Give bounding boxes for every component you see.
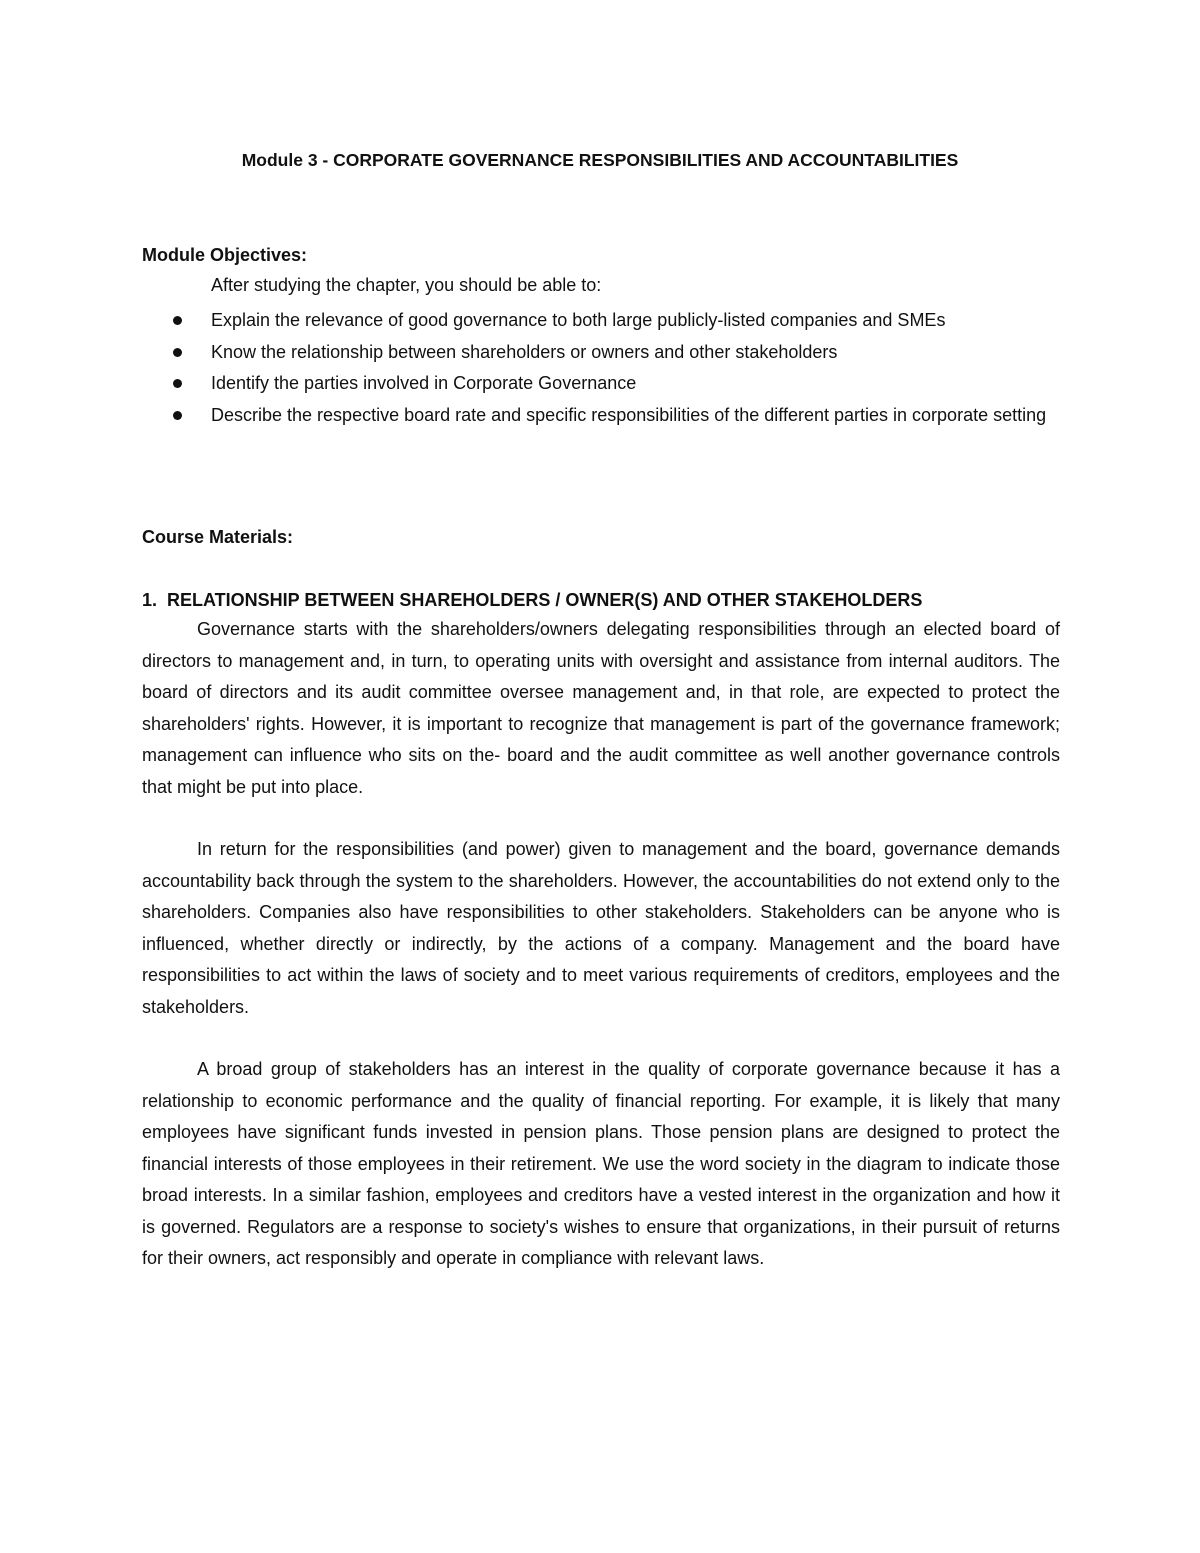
section-heading: 1. RELATIONSHIP BETWEEN SHAREHOLDERS / OWNER(S) AND OTHER STAKEHOLDERS [142,590,923,610]
objective-item [142,368,1060,400]
objectives-list [142,305,1060,431]
bullet-icon [173,348,182,357]
objective-text: Know the relationship between shareholders or owners and other stakeholders [211,341,838,362]
bullet-icon [173,379,182,388]
objective-text: Describe the respective board rate and specific responsibilities of the different parties in corporate setting [211,404,1047,425]
objectives-heading: Module Objectives: [142,245,308,265]
bullet-icon [173,316,182,325]
course-materials-heading: Course Materials: [142,527,294,547]
objective-item [142,305,1060,337]
bullet-icon [173,411,182,420]
objective-text: Identify the parties involved in Corporate Governance [211,373,637,393]
objective-text: Explain the relevance of good governance to both large publicly-listed companies and SMEs [211,310,946,330]
paragraph-stakeholder-interest: A broad group of stakeholders has an interest in the quality of corporate governance because it has a relationship to economic performance and the quality of financial reporting. For example, it is likely that many employees have significant funds invested in pension plans. Those pension plans are designed to protect the financial interests of those employees in their retirement. We use the word society in the diagram to indicate those broad interests. In a similar fashion, employees and creditors have a vested interest in the organization and how it is governed. Regulators are a response to society's wishes to ensure that organizations, in their pursuit of returns for their owners, act responsibly and operate in compliance with relevant laws. [142,1059,1060,1268]
objective-item [142,337,1060,369]
objectives-intro: After studying the chapter, you should be able to: [211,275,602,295]
paragraph-accountability: In return for the responsibilities (and power) given to management and the board, governance demands accountability back through the system to the shareholders. However, the accountabilities do not extend only to the shareholders. Companies also have responsibilities to other stakeholders. Stakeholders can be anyone who is influenced, whether directly or indirectly, by the actions of a company. Management and the board have responsibilities to act within the laws of society and to meet various requirements of creditors, employees and the stakeholders. [142,839,1060,1017]
objective-item [142,400,1060,432]
module-title: Module 3 - CORPORATE GOVERNANCE RESPONSIBILITIES AND ACCOUNTABILITIES [241,150,959,170]
paragraph-governance-delegation: Governance starts with the shareholders/owners delegating responsibilities through an elected board of directors to management and, in turn, to operating units with oversight and assistance from internal auditors. The board of directors and its audit committee oversee management and, in that role, are expected to protect the shareholders' rights. However, it is important to recognize that management is part of the governance framework; management can influence who sits on the- board and the audit committee as well another governance controls that might be put into place. [142,619,1060,797]
